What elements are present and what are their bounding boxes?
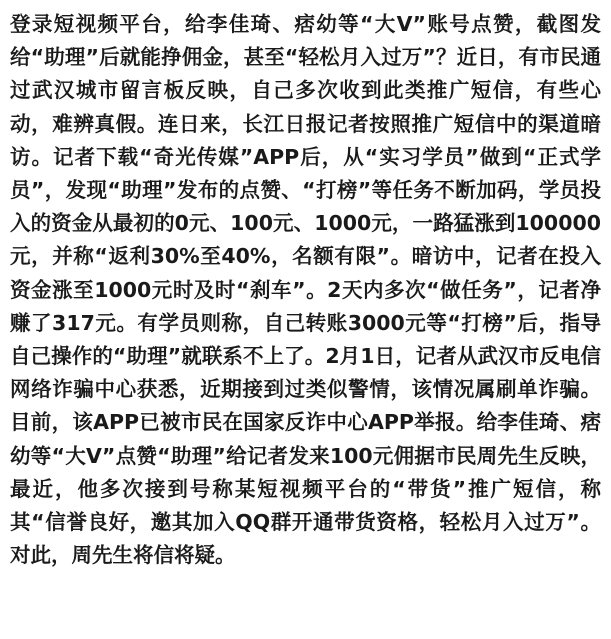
article-body-text: 登录短视频平台，给李佳琦、痞幼等“大V”账号点赞，截图发给“助理”后就能挣佣金，甚至“轻松月入过万”？近日，有市民通过武汉城市留言板反映，自己多次收到此类推广短信，有些心动，难辨真假。连日来，长江日报记者按照推广短信中的渠道暗访。记者下载“奇光传媒”APP后，从“实习学员”做到“正式学员”，发现“助理”发布的点赞、“打榜”等任务不断加码，学员投入的资金从最初的0元、100元、1000元，一路猛涨到100000元，并称“返利30%至40%，名额有限”。暗访中，记者在投入资金涨至1000元时及时“刹车”。2天内多次“做任务”，记者净赚了317元。有学员则称，自己转账3000元等“打榜”后，指导自己操作的“助理”就联系不上了。2月1日，记者从武汉市反电信网络诈骗中心获悉，近期接到过类似警情，该情况属刷单诈骗。目前，该APP已被市民在国家反诈中心APP举报。给李佳琦、痞幼等“大V”点赞“助理”给记者发来100元佣据市民周先生反映，最近，他多次接到号称某短视频平台的“带货”推广短信，称其“信誉良好，邀其加入QQ群开通带货资格，轻松月入过万”。对此，周先生将信将疑。 xyxy=(10,12,601,568)
